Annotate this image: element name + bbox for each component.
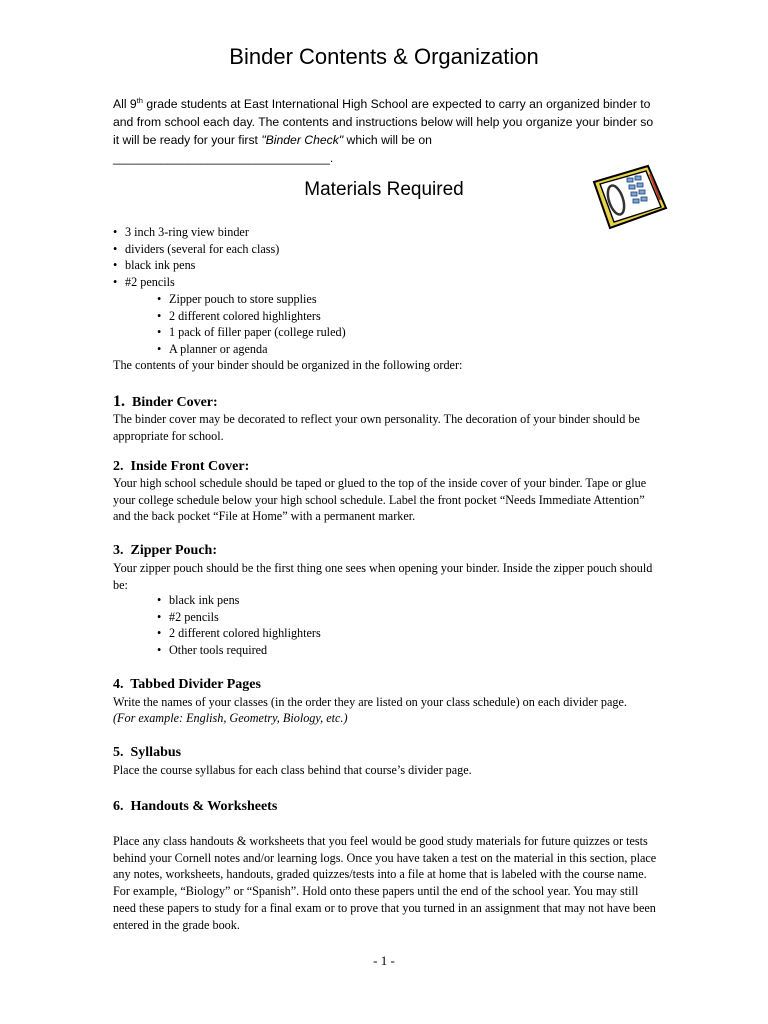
intro-text-3: which will be on <box>343 133 432 147</box>
bullet-icon: • <box>157 609 162 624</box>
material-item-text: dividers (several for each class) <box>125 241 280 256</box>
bullet-icon: • <box>157 342 162 357</box>
material-item <box>113 274 279 291</box>
section-5-title: Syllabus <box>130 745 182 760</box>
bullet-icon: • <box>113 258 118 273</box>
material-sub-item-text: Zipper pouch to store supplies <box>169 292 317 306</box>
pouch-item-text: Other tools required <box>169 643 268 658</box>
bullet-icon: • <box>157 292 162 306</box>
pouch-item <box>157 609 321 626</box>
material-sub-item-text: 1 pack of filler paper (college ruled) <box>169 325 346 340</box>
material-sub-item <box>157 341 346 358</box>
pouch-item-text: #2 pencils <box>169 609 219 624</box>
bullet-icon: • <box>113 241 118 256</box>
material-item-text: black ink pens <box>125 258 196 273</box>
bullet-icon: • <box>113 275 118 290</box>
section-2-body: Your high school schedule should be taped or glued to the top of the inside cover of your binder. Tape or glue your college schedule below your high school schedule. Label the front pocket “Needs Immediate Attention” and the back pocket “File at Home” with a permanent marker. <box>113 476 647 524</box>
materials-sublist <box>157 291 346 358</box>
pouch-item <box>157 592 321 609</box>
section-5-number: 5. <box>113 745 124 760</box>
section-1-number: 1. <box>113 393 125 410</box>
page-number: - 1 - <box>373 953 395 968</box>
order-instruction: The contents of your binder should be organized in the following order: <box>113 358 463 372</box>
section-6-number: 6. <box>113 799 124 814</box>
material-sub-item-text: 2 different colored highlighters <box>169 308 321 323</box>
section-1-title: Binder Cover: <box>132 395 218 410</box>
section-4-heading <box>113 677 261 693</box>
section-5-heading <box>113 745 181 761</box>
pouch-item <box>157 642 321 659</box>
material-sub-item <box>157 324 346 341</box>
pouch-item-text: black ink pens <box>169 593 240 607</box>
section-6-title: Handouts & Worksheets <box>130 799 278 814</box>
section-5-body: Place the course syllabus for each class behind that course’s divider page. <box>113 763 472 777</box>
intro-superscript: th <box>136 96 143 105</box>
section-2-heading <box>113 459 249 475</box>
bullet-icon: • <box>157 593 162 607</box>
bullet-icon: • <box>157 626 162 641</box>
section-4-body: Write the names of your classes (in the order they are listed on your class schedule) on each divider page. <box>113 695 627 709</box>
section-3-heading <box>113 543 217 559</box>
material-sub-item <box>157 291 346 308</box>
materials-list <box>113 224 279 291</box>
bullet-icon: • <box>157 325 162 340</box>
bullet-icon: • <box>113 225 118 239</box>
section-6-body: Place any class handouts & worksheets that you feel would be good study materials for future quizzes or tests behind your Cornell notes and/or learning logs. Once you have taken a test on the material in this section, place any notes, worksheets, handouts, graded quizzes/tests into a file at home that is labeled with the course name. For example, “Biology” or “Spanish”. Hold onto these papers until the end of the school year. You may still need these papers to study for a final exam or to prove that you turned in an assignment that may not have been entered in the grade book. <box>113 834 657 932</box>
material-item-text: 3 inch 3-ring view binder <box>125 225 249 239</box>
section-1-body: The binder cover may be decorated to reflect your own personality. The decoration of your binder should be appropriate for school. <box>113 412 640 443</box>
intro-paragraph <box>113 95 658 167</box>
material-item <box>113 241 279 258</box>
section-2-number: 2. <box>113 459 124 474</box>
section-3-number: 3. <box>113 543 124 558</box>
section-3-title: Zipper Pouch: <box>130 543 217 558</box>
material-item <box>113 224 279 241</box>
intro-text-2: grade students at East International High School are expected to carry an organized binder to and from school each day. The contents and instructions below will help you organize your binder so it will be ready for your first <box>113 97 654 147</box>
section-4-number: 4. <box>113 677 124 692</box>
material-item-text: #2 pencils <box>125 275 175 290</box>
binder-clipart-icon <box>590 160 670 234</box>
bullet-icon: • <box>157 308 162 323</box>
binder-check-term: "Binder Check" <box>261 133 344 147</box>
materials-heading: Materials Required <box>304 179 464 200</box>
page-title: Binder Contents & Organization <box>229 44 539 69</box>
material-sub-item <box>157 308 346 325</box>
section-6-heading <box>113 799 277 815</box>
material-sub-item-text: A planner or agenda <box>169 342 268 357</box>
pouch-item-text: 2 different colored highlighters <box>169 626 321 641</box>
section-3-body: Your zipper pouch should be the first thing one sees when opening your binder. Inside the zipper pouch should be: <box>113 561 653 592</box>
intro-text-1: All 9 <box>113 97 137 111</box>
section-2-title: Inside Front Cover: <box>130 459 250 474</box>
section-1-heading <box>113 393 218 411</box>
material-item <box>113 257 279 274</box>
section-4-title: Tabbed Divider Pages <box>130 677 261 692</box>
date-blank: ________________________________. <box>113 151 334 165</box>
pouch-item <box>157 625 321 642</box>
zipper-pouch-list <box>157 592 321 659</box>
section-4-example: (For example: English, Geometry, Biology, etc.) <box>113 711 348 725</box>
bullet-icon: • <box>157 643 162 658</box>
